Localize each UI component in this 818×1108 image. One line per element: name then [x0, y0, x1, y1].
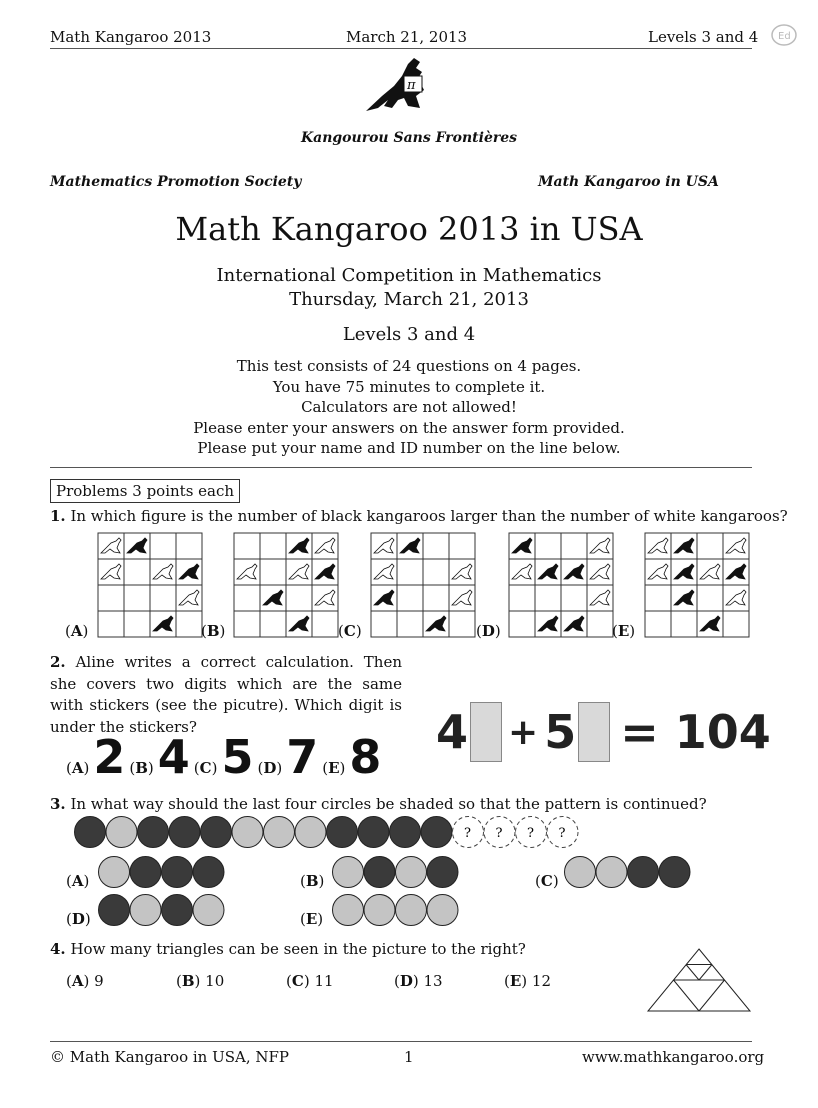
equation-digit-b: 5 [544, 705, 577, 759]
grid-cell [234, 585, 260, 611]
option-a[interactable]: (A) 9 [66, 972, 104, 990]
instruction-line: You have 75 minutes to complete it. [272, 377, 546, 396]
grid-cell [509, 611, 535, 637]
page-number: 1 [404, 1048, 414, 1066]
option-circle [193, 857, 224, 888]
option-circle [628, 857, 659, 888]
option-circle [427, 857, 458, 888]
grid-cell [645, 611, 671, 637]
q3-option-circles [332, 893, 462, 927]
sequence-circle [232, 817, 263, 848]
option-a-label[interactable]: (A) [66, 759, 90, 777]
subtitle-competition: International Competition in Mathematics [216, 265, 602, 286]
option-circle [364, 895, 395, 926]
q1-option-label[interactable]: (C) [338, 622, 362, 640]
grid-cell [124, 585, 150, 611]
q3-option-label[interactable]: (D) [66, 910, 91, 928]
sequence-circle [106, 817, 137, 848]
svg-text:π: π [407, 78, 416, 93]
grid-cell [260, 533, 286, 559]
grid-cell [124, 559, 150, 585]
grid-cell [723, 611, 749, 637]
q3-option-circles [98, 855, 228, 889]
sequence-circle [295, 817, 326, 848]
grid-cell [587, 611, 613, 637]
grid-cell [260, 611, 286, 637]
q1-option-label[interactable]: (D) [476, 622, 501, 640]
sequence-circle [201, 817, 232, 848]
option-d-value: 7 [286, 730, 319, 784]
sequence-circle [138, 817, 169, 848]
grid-cell [561, 585, 587, 611]
kangaroo-grid [508, 532, 614, 638]
q2-equation [436, 702, 771, 762]
q3-option-label[interactable]: (E) [300, 910, 324, 928]
org-left: Mathematics Promotion Society [50, 174, 302, 190]
logo-caption: Kangourou Sans Frontières [300, 130, 518, 146]
section-rule [50, 467, 752, 468]
option-e[interactable]: (E) 12 [504, 972, 552, 990]
q3-option-circles [564, 855, 694, 889]
grid-cell [423, 585, 449, 611]
footer-url: www.mathkangaroo.org [582, 1048, 765, 1066]
scribd-logo-icon [770, 22, 798, 52]
option-d-label[interactable]: (D) [257, 759, 283, 777]
grid-cell [697, 533, 723, 559]
option-circle [565, 857, 596, 888]
header-left: Math Kangaroo 2013 [50, 28, 212, 46]
svg-text:Ed: Ed [778, 31, 791, 42]
sequence-circle [169, 817, 200, 848]
question-3 [50, 795, 707, 813]
option-b[interactable]: (B) 10 [176, 972, 225, 990]
grid-cell [150, 533, 176, 559]
question-2 [50, 652, 402, 738]
section-box: Problems 3 points each [50, 479, 240, 503]
sequence-circle [327, 817, 358, 848]
page-title: Math Kangaroo 2013 in USA [175, 210, 643, 248]
instruction-line: Calculators are not allowed! [301, 398, 517, 416]
question-number: 2. [50, 653, 66, 671]
option-circle [130, 895, 161, 926]
grid-cell [397, 611, 423, 637]
equation-plus: + [508, 711, 539, 753]
option-b-value: 4 [157, 730, 190, 784]
grid-cell [561, 533, 587, 559]
sequence-circle [421, 817, 452, 848]
option-c-value: 5 [221, 730, 254, 784]
grid-cell [150, 585, 176, 611]
grid-cell [124, 611, 150, 637]
question-text: In what way should the last four circles be shaded so that the pattern is continued? [70, 795, 707, 813]
option-c-label[interactable]: (C) [193, 759, 218, 777]
grid-cell [234, 611, 260, 637]
grid-cell [312, 611, 338, 637]
option-c[interactable]: (C) 11 [286, 972, 334, 990]
option-e-value: 8 [349, 730, 382, 784]
footer-rule [50, 1041, 752, 1042]
option-circle [99, 857, 130, 888]
grid-cell [397, 585, 423, 611]
triangle-figure [646, 947, 752, 1013]
option-circle [364, 857, 395, 888]
grid-cell [423, 533, 449, 559]
question-1 [50, 507, 788, 525]
sticker-icon [578, 702, 610, 762]
org-right: Math Kangaroo in USA [538, 174, 719, 190]
grid-cell [449, 611, 475, 637]
option-a-value: 2 [93, 730, 126, 784]
option-d[interactable]: (D) 13 [394, 972, 443, 990]
option-circle [99, 895, 130, 926]
option-circle [130, 857, 161, 888]
sequence-circle [390, 817, 421, 848]
equation-result: = 104 [620, 705, 771, 759]
header-right: Levels 3 and 4 [648, 28, 759, 46]
grid-cell [234, 533, 260, 559]
levels-label: Levels 3 and 4 [342, 324, 476, 345]
equation-digit-a: 4 [436, 705, 469, 759]
grid-cell [176, 611, 202, 637]
q1-option-label[interactable]: (E) [612, 622, 636, 640]
grid-cell [645, 585, 671, 611]
header-rule [50, 48, 752, 49]
sequence-circle [75, 817, 106, 848]
grid-cell [697, 585, 723, 611]
question-number: 3. [50, 795, 66, 813]
instruction-line: Please put your name and ID number on the line below. [197, 439, 621, 457]
q3-option-label[interactable]: (B) [300, 872, 325, 890]
question-mark: ? [495, 826, 503, 841]
grid-cell [449, 533, 475, 559]
header-center: March 21, 2013 [346, 28, 468, 46]
grid-cell [535, 585, 561, 611]
question-number: 4. [50, 940, 66, 958]
grid-cell [423, 559, 449, 585]
q1-option-label[interactable]: (A) [65, 622, 89, 640]
question-text: How many triangles can be seen in the picture to the right? [70, 940, 526, 958]
question-text: In which figure is the number of black kangaroos larger than the number of white kangaroos? [70, 507, 788, 525]
kangaroo-grid [97, 532, 203, 638]
option-circle [396, 857, 427, 888]
question-mark: ? [558, 826, 566, 841]
option-circle [427, 895, 458, 926]
question-text: Aline writes a correct calculation. Then she covers two digits which are the same with stickers (see the picutre). Which digit is under the stickers? [50, 653, 402, 736]
option-circle [333, 895, 364, 926]
question-mark: ? [527, 826, 534, 841]
grid-cell [98, 585, 124, 611]
option-circle [396, 895, 427, 926]
grid-cell [671, 611, 697, 637]
option-circle [162, 895, 193, 926]
grid-cell [509, 585, 535, 611]
grid-cell [397, 559, 423, 585]
footer-copyright: © Math Kangaroo in USA, NFP [50, 1048, 290, 1066]
instruction-line: Please enter your answers on the answer form provided. [193, 418, 625, 437]
option-circle [596, 857, 627, 888]
question-mark: ? [464, 826, 471, 841]
kangaroo-grid [233, 532, 339, 638]
question-number: 1. [50, 507, 66, 525]
grid-cell [98, 611, 124, 637]
option-circle [659, 857, 690, 888]
grid-cell [176, 533, 202, 559]
grid-cell [371, 611, 397, 637]
kangaroo-grid [370, 532, 476, 638]
option-circle [162, 857, 193, 888]
sequence-circle [264, 817, 295, 848]
kangaroo-logo-icon [364, 56, 434, 120]
q3-option-circles [332, 855, 462, 889]
grid-cell [286, 585, 312, 611]
option-b-label[interactable]: (B) [129, 759, 154, 777]
grid-cell [260, 559, 286, 585]
kangaroo-grid [644, 532, 750, 638]
q3-option-circles [98, 893, 228, 927]
sticker-icon [470, 702, 502, 762]
question-4 [50, 940, 526, 958]
instructions [0, 356, 818, 459]
option-e-label[interactable]: (E) [322, 759, 346, 777]
q3-option-label[interactable]: (C) [535, 872, 559, 890]
instruction-line: This test consists of 24 questions on 4 pages. [236, 357, 582, 375]
sequence-circle [358, 817, 389, 848]
grid-cell [535, 533, 561, 559]
option-circle [193, 895, 224, 926]
q3-circle-sequence [74, 815, 584, 849]
q2-options [66, 730, 381, 784]
option-circle [333, 857, 364, 888]
subtitle-date: Thursday, March 21, 2013 [289, 289, 529, 310]
q3-option-label[interactable]: (A) [66, 872, 90, 890]
q1-option-label[interactable]: (B) [201, 622, 226, 640]
